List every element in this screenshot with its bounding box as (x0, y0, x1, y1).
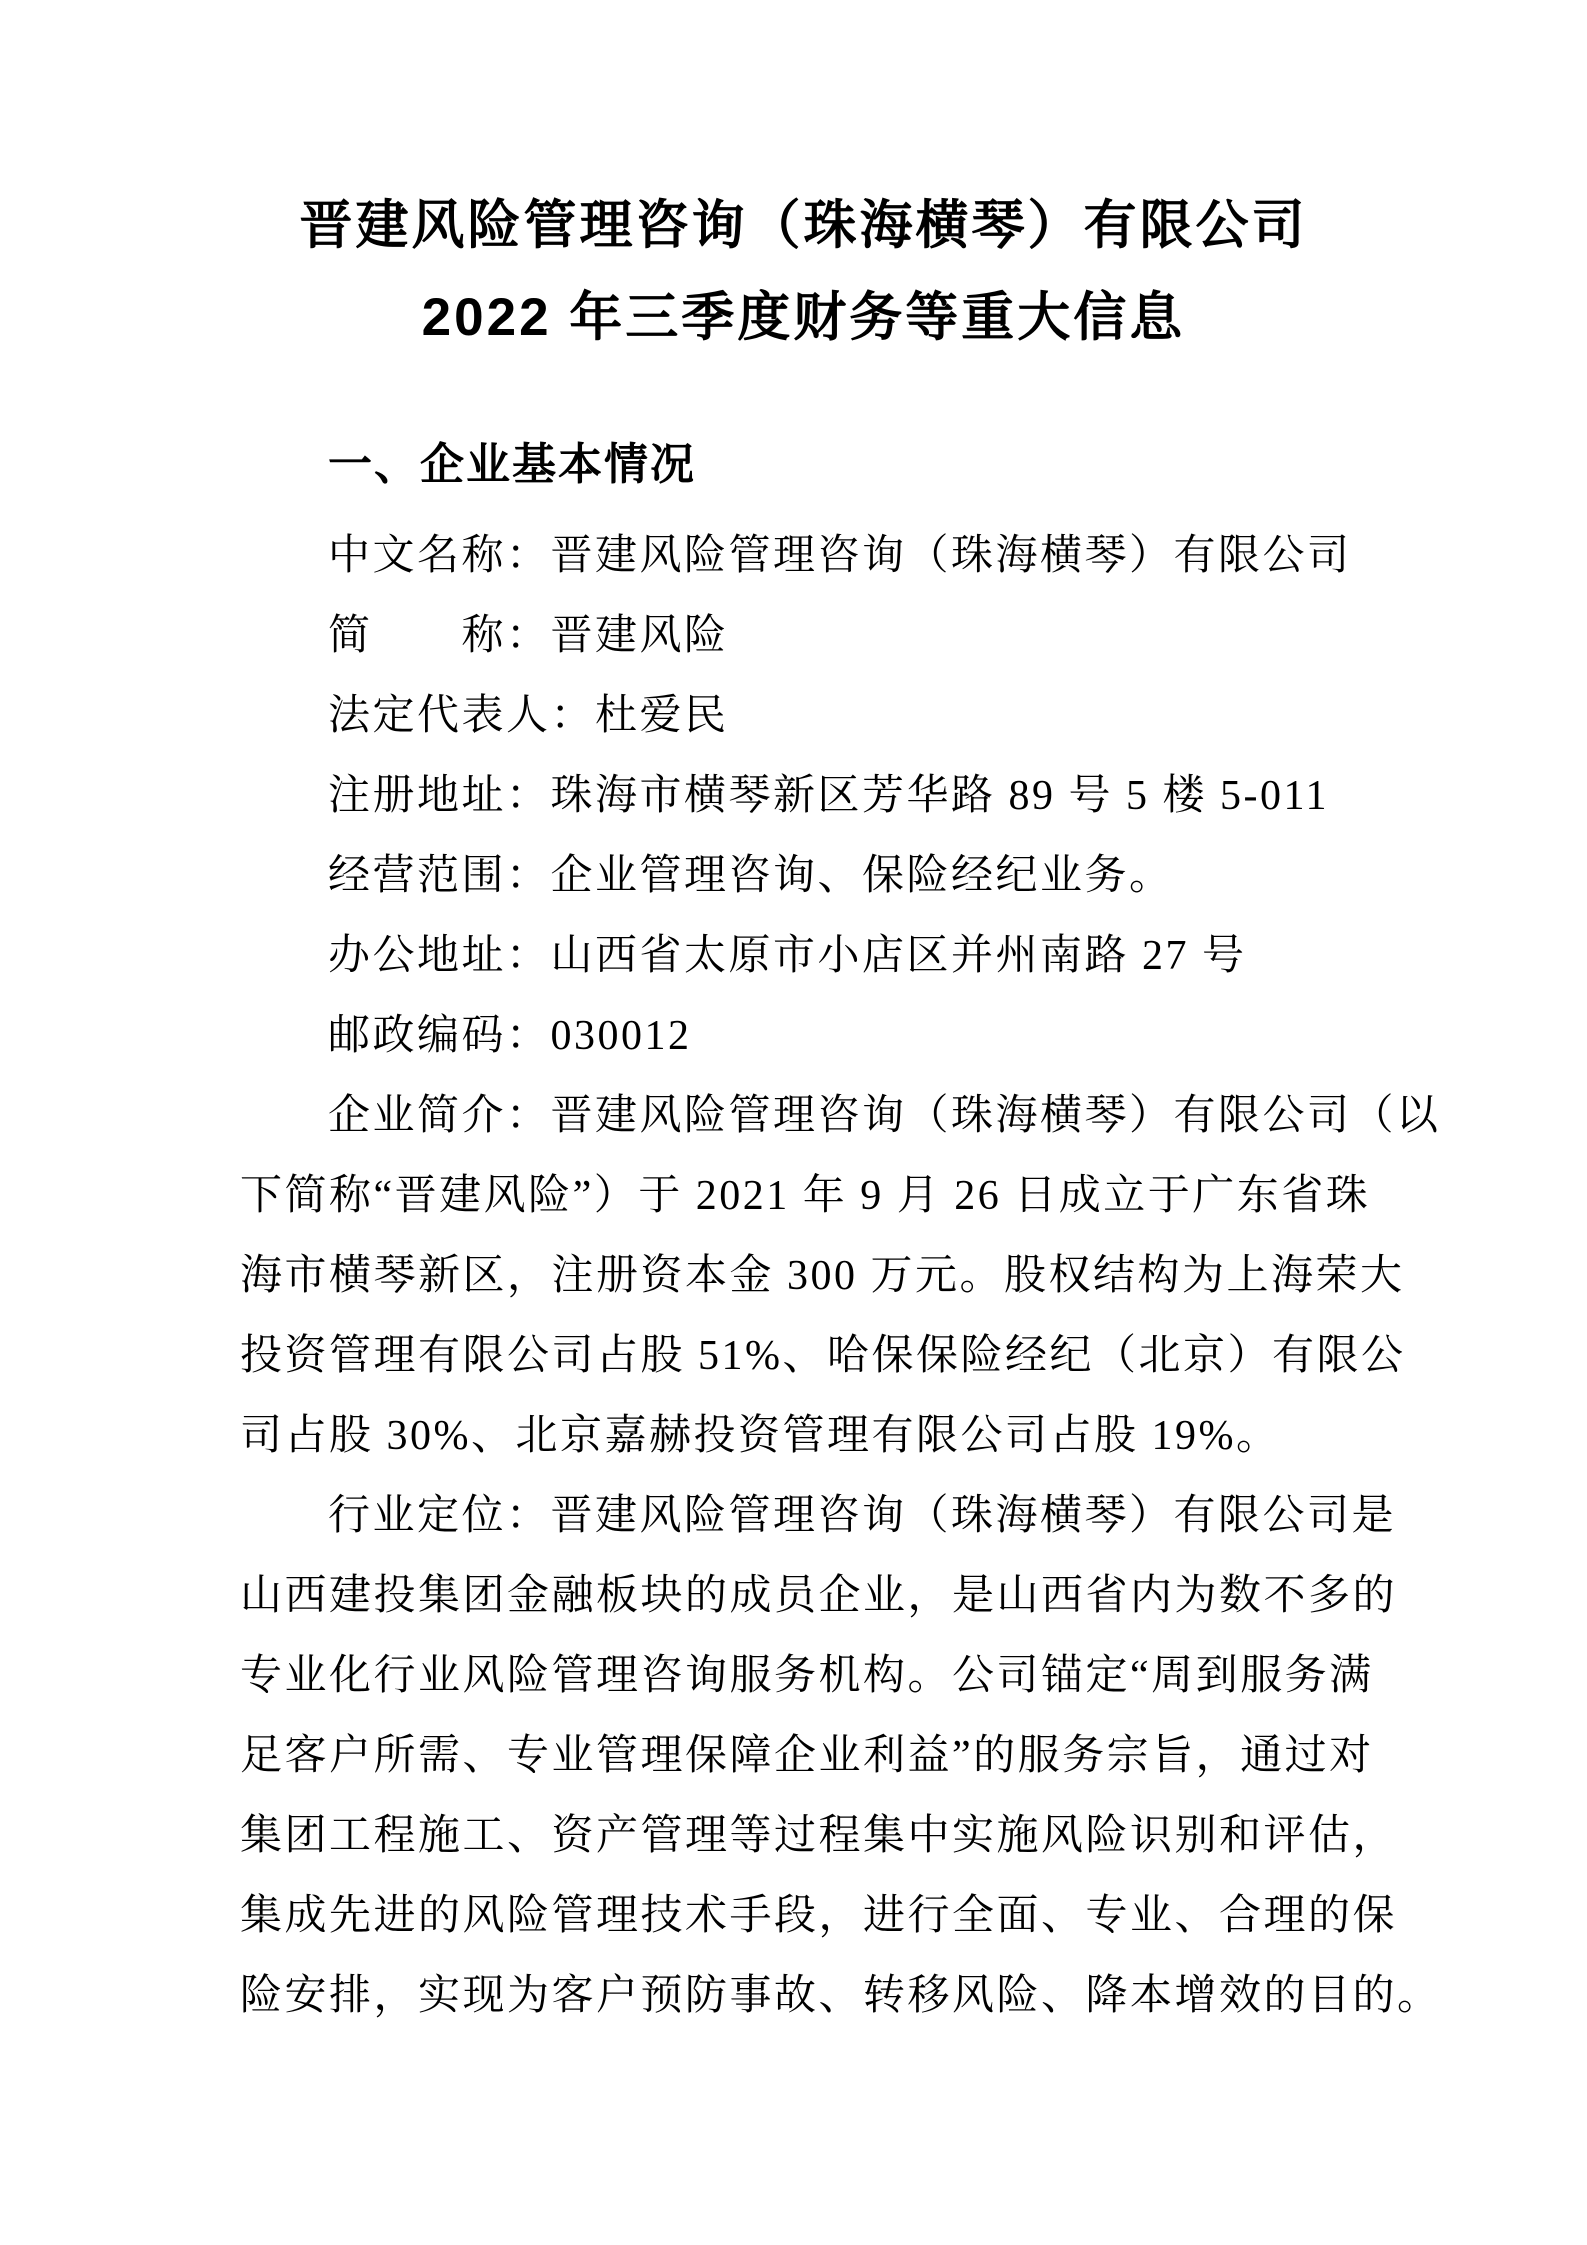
industry-position-paragraph-line: 集团工程施工、资产管理等过程集中实施风险识别和评估， (240, 1813, 1398, 1859)
industry-position-paragraph-line: 山西建投集团金融板块的成员企业，是山西省内为数不多的 (240, 1573, 1398, 1619)
industry-position-paragraph-line: 集成先进的风险管理技术手段，进行全面、专业、合理的保 (240, 1893, 1398, 1939)
intro-paragraph-line: 海市横琴新区，注册资本金 300 万元。股权结构为上海荣大 (240, 1253, 1405, 1299)
field-value: 企业管理咨询、保险经纪业务。 (550, 853, 1174, 899)
field-line-registered-address (240, 756, 1367, 836)
industry-position-paragraph-line: 险安排，实现为客户预防事故、转移风险、降本增效的目的。 (240, 1973, 1442, 2019)
field-label: 简 称： (328, 613, 551, 659)
industry-position-paragraph-line: 专业化行业风险管理咨询服务机构。公司锚定“周到服务满 (240, 1653, 1374, 1699)
field-value: 山西省太原市小店区并州南路 27 号 (550, 933, 1247, 979)
field-line-chinese-name (240, 516, 1367, 596)
document-title (240, 0, 1367, 364)
field-label: 邮政编码： (328, 1013, 551, 1059)
field-label: 中文名称： (328, 533, 551, 579)
industry-position-paragraph-line: 行业定位：晋建风险管理咨询（珠海横琴）有限公司是 (328, 1493, 1397, 1539)
field-value: 珠海市横琴新区芳华路 89 号 5 楼 5-011 (550, 773, 1329, 819)
industry-position-paragraph-line: 足客户所需、专业管理保障企业利益”的服务宗旨，通过对 (240, 1733, 1374, 1779)
field-label: 注册地址： (328, 773, 551, 819)
field-value: 杜爱民 (595, 693, 729, 739)
field-label: 经营范围： (328, 853, 551, 899)
field-line-office-address (240, 916, 1367, 996)
field-value: 晋建风险 (550, 613, 729, 659)
field-line-postal-code (240, 996, 1367, 1076)
field-label: 法定代表人： (328, 693, 596, 739)
intro-paragraph-line: 司占股 30%、北京嘉赫投资管理有限公司占股 19%。 (240, 1413, 1281, 1459)
field-label: 办公地址： (328, 933, 551, 979)
section-heading: 一、企业基本情况 (328, 440, 696, 489)
field-line-short-name (240, 596, 1367, 676)
document-body (240, 516, 1442, 2036)
field-line-legal-representative (240, 676, 1367, 756)
document-title-line-2: 2022 年三季度财务等重大信息 (421, 288, 1186, 347)
intro-paragraph-line: 企业简介：晋建风险管理咨询（珠海横琴）有限公司（以 (328, 1093, 1441, 1139)
field-value: 晋建风险管理咨询（珠海横琴）有限公司 (550, 533, 1352, 579)
intro-paragraph-line: 下简称“晋建风险”）于 2021 年 9 月 26 日成立于广东省珠 (240, 1173, 1371, 1219)
document-title-line-1: 晋建风险管理咨询（珠海横琴）有限公司 (299, 196, 1308, 255)
field-line-business-scope (240, 836, 1367, 916)
intro-paragraph-line: 投资管理有限公司占股 51%、哈保保险经纪（北京）有限公 (240, 1333, 1406, 1379)
field-value: 030012 (550, 1013, 692, 1059)
